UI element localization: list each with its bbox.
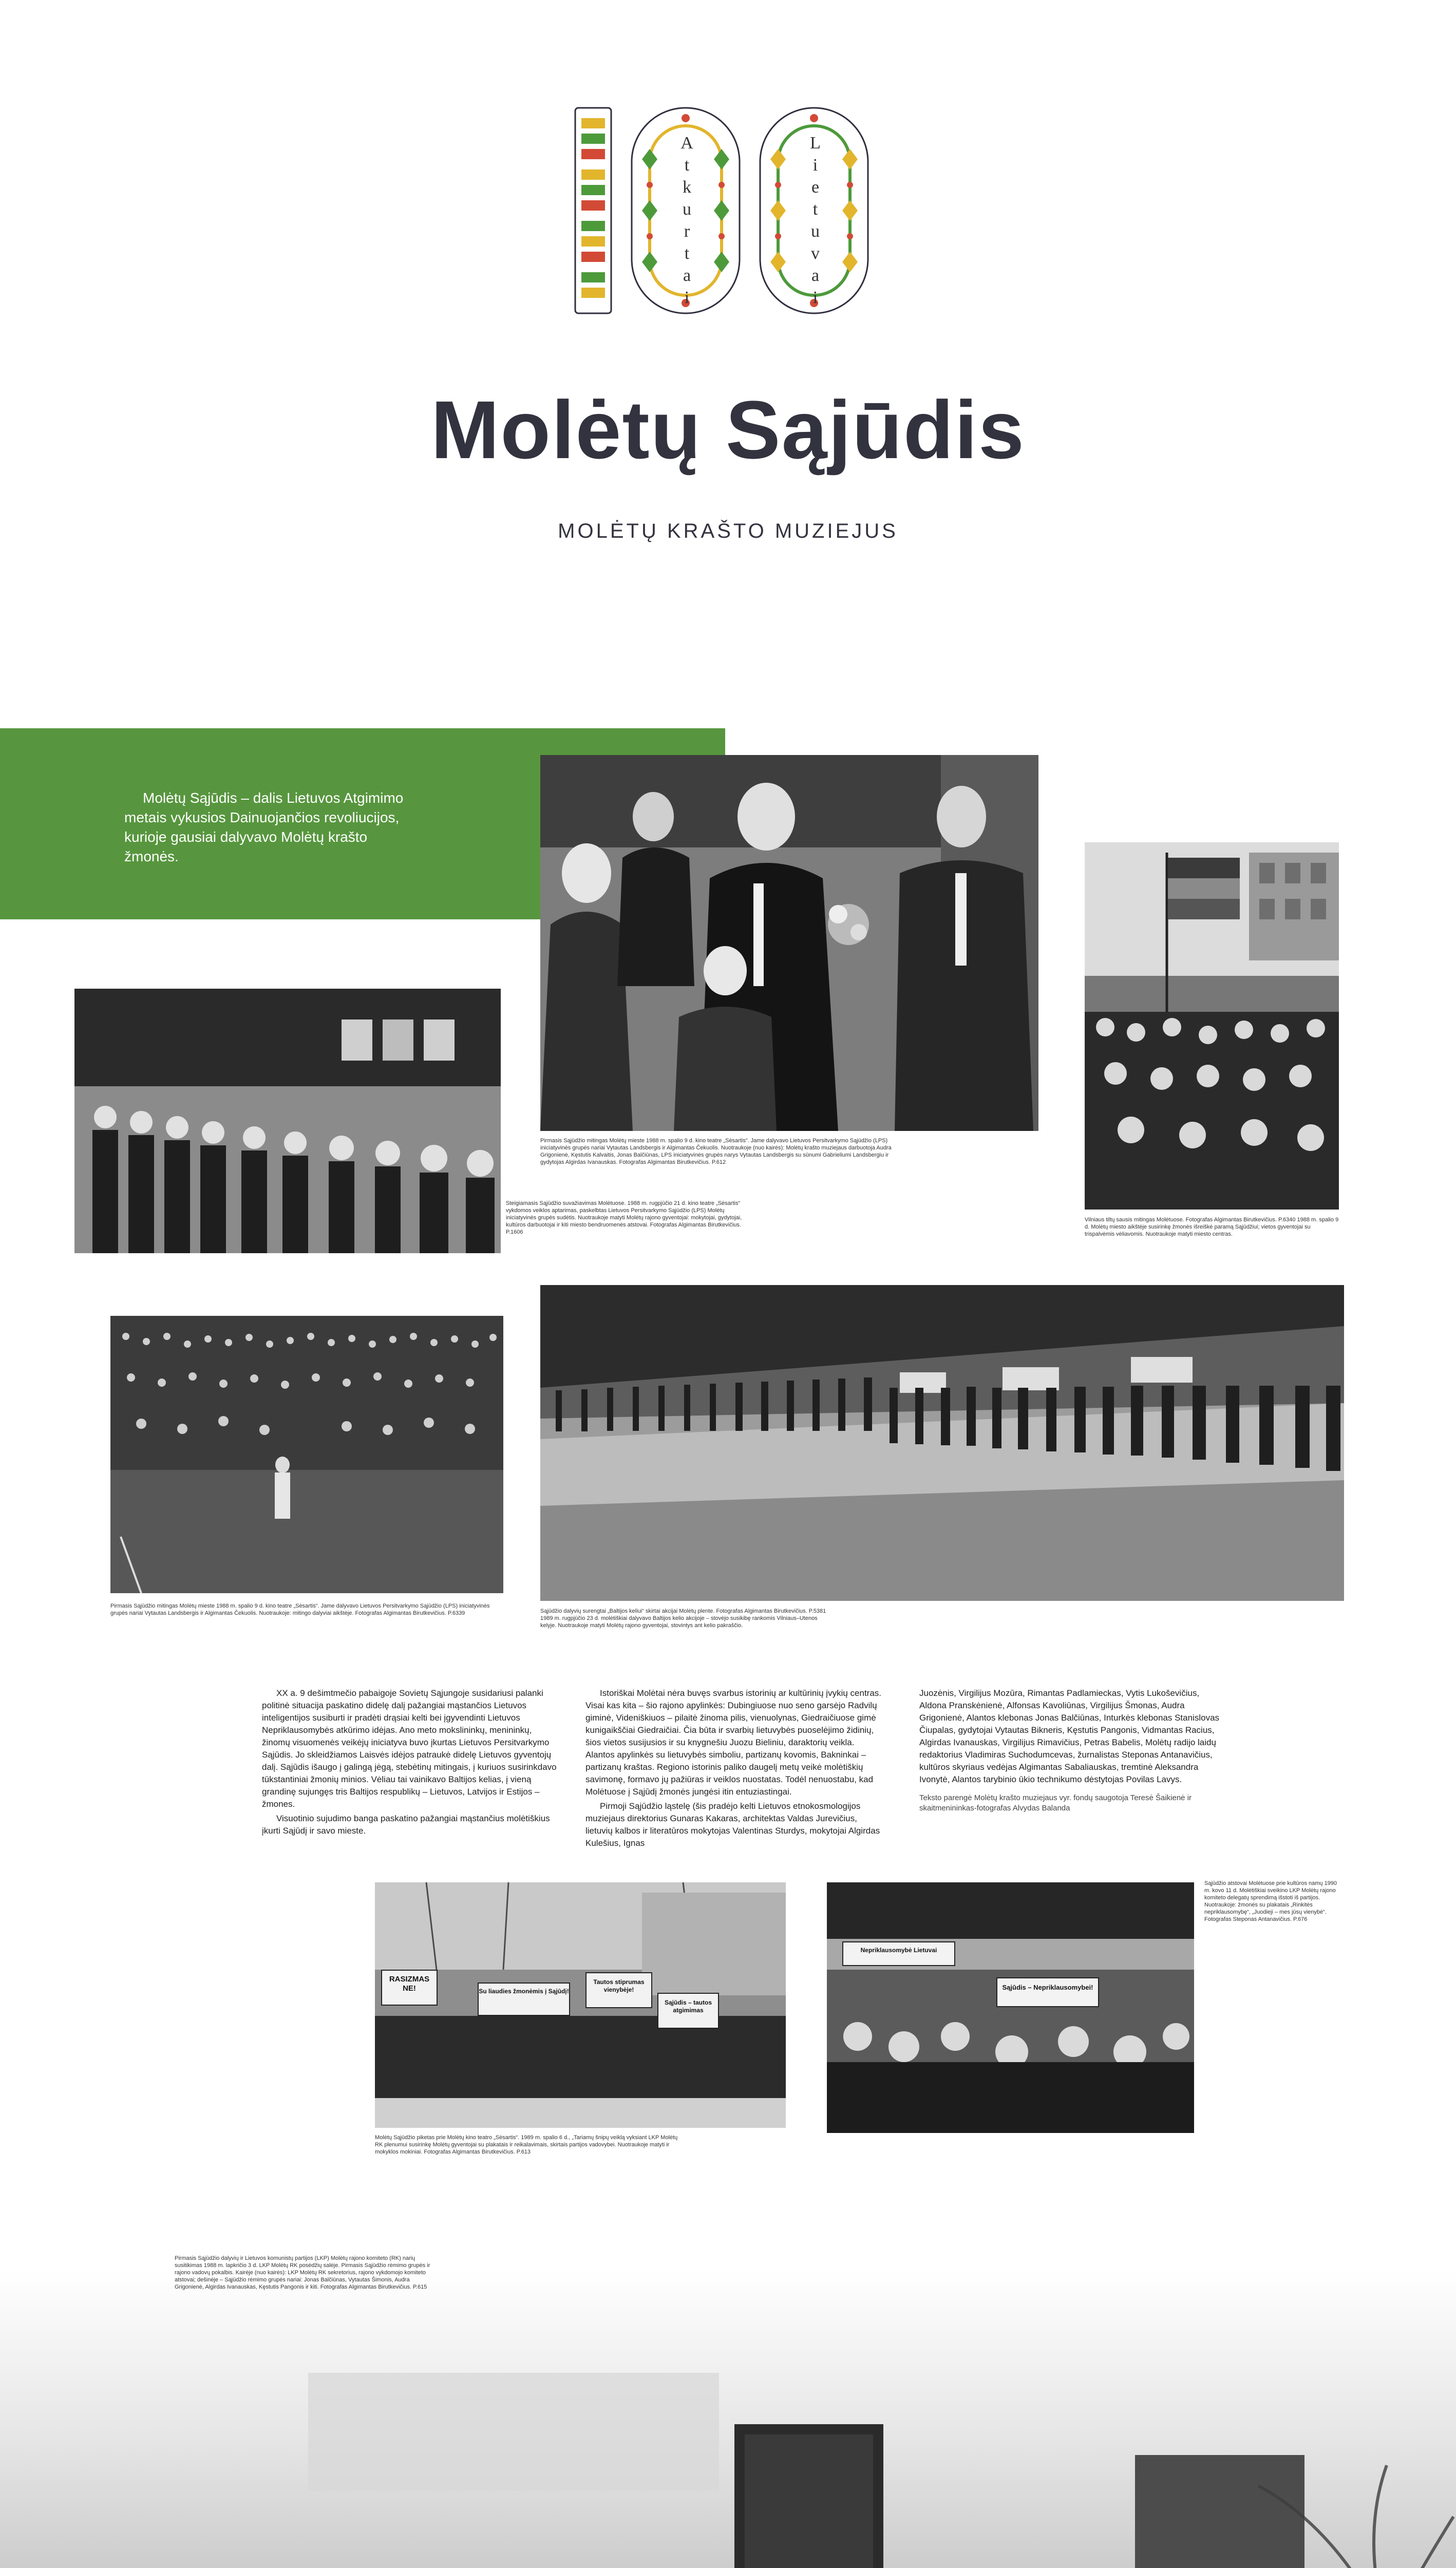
banner-6 <box>996 1977 1099 2007</box>
body-column-2 <box>585 1687 883 1852</box>
banner-2 <box>478 1982 570 2016</box>
caption-photo-2: Steigiamasis Sąjūdžio suvažiavimas Molėtuose. 1988 m. rugpjūčio 21 d. kino teatre „Sėsartis“ vykdomos veiklos aptarimas, paskelbtas Lietuvos Persitvarkymo Sąjūdžio (LPS) Molėtų iniciatyvinės grupės sudėtis. Nuotraukoje matyti Molėtų rajono gyventojai: mokytojai, gydytojai, kultūros darbuotojai ir kiti miesto bendruomenės atstovai. Fotografas Algimantas Birutkevičius. P.1606 <box>506 1200 742 1235</box>
museum-subtitle: MOLĖTŲ KRAŠTO MUZIEJUS <box>558 520 898 542</box>
photo-square-rally <box>110 1316 503 1593</box>
photo-protest-culture-house <box>827 1882 1194 2133</box>
photo-picket-banners <box>375 1882 786 2128</box>
banner-2-text: Su liaudies žmonėmis į Sąjūdį! <box>479 1988 569 1995</box>
banner-4 <box>657 1993 719 2029</box>
banner-5 <box>842 1941 955 1966</box>
body-col2-para-1: Istoriškai Molėtai nėra buvęs svarbus istorinių ar kultūrinių įvykių centras. Visai kas kita – šio rajono apylinkės: Dubingiuose nuo seno garsėjo Radvilų giminė, Videniškiuos – pilaitė žinoma pilis, vienuolynas, Giedraičiuose gimė kunigaikščiai Giedraičiai. Čia būta ir svarbių lietuvybės puoselėjimo židinių, šios vietos susijusios ir su knygnešiu Juozu Bieliniu, daraktorių veikla. Alantos apylinkės su lietuvybės simboliu, partizanų kovomis, Bakninkai – partizanų kraštas. Regiono istorinis paliko daugelį metų veikė molėtiškių savimonę, formavo jų pažiūras ir veiklos nuostatas. Todėl nenuostabu, kad Molėtuose į Sąjūdį žmonės jungėsi itin entuziastingai. <box>585 1688 882 1797</box>
caption-photo-5: Sąjūdžio dalyvių surengtai „Baltijos keliui“ skirtai akcijai Molėtų plente. Fotografas Algimantas Birutkevičius. P.5381 1989 m. rugpjūčio 23 d. molėtiškiai dalyvavo Baltijos kelio akcijoje – stovėjo susikibę rankomis Vilniaus–Utenos kelyje. Nuotraukoje matyti Molėtų rajono gyventojai, stovintys ant kelio pakraščio. <box>540 1608 826 1629</box>
photo-rally-landsbergis <box>540 755 1038 1131</box>
photo-rally-landsbergis-image <box>540 755 1038 1131</box>
banner-1-text: RASIZMAS NE! <box>389 1975 430 1993</box>
body-col2-para-2: Pirmoji Sąjūdžio ląstelę (šis pradėjo kelti Lietuvos etnokosmologijos muziejaus direktorius Gunaras Kakaras, architektas Valdas Jurevičius, lietuvių kalbos ir literatūros mokytojas Valentinas Sturdys, mokytojai Algirdas Kulešius, Ignas <box>585 1801 880 1848</box>
photo-baltic-way-image <box>540 1285 1344 1601</box>
anniversary-logo <box>560 98 899 324</box>
intro-text: Molėtų Sąjūdis – dalis Lietuvos Atgimimo metais vykusios Dainuojančios revoliucijos, kurioje gausiai dalyvavo Molėtų krašto žmonės. <box>124 790 404 864</box>
page-title: Molėtų Sąjūdis <box>431 384 1025 476</box>
photo-audience-cinema <box>74 989 501 1253</box>
caption-photo-7: Sąjūdžio atstovai Molėtuose prie kultūros namų 1990 m. kovo 11 d. Molėtiškiai sveikino LKP Molėtų rajono komiteto delegatų sprendimą išstoti iš partijos. Nuotraukoje: žmonės su plakatais „Rinkitės nepriklausomybę“, „Juodieji – mes jūsų vienybė“. Fotografas Steponas Antanavičius. P.676 <box>1204 1880 1337 1922</box>
body-col1-para-2: Visuotinio sujudimo banga paskatino pažangiai mąstančius molėtiškius įkurti Sąjūdį ir savo mieste. <box>262 1814 550 1836</box>
banner-6-text: Sąjūdis – Nepriklausomybei! <box>1002 1984 1093 1991</box>
body-column-3 <box>919 1687 1227 1816</box>
banner-3 <box>585 1972 652 2008</box>
banner-3-text: Tautos stiprumas vienybėje! <box>593 1978 645 1993</box>
photo-audience-cinema-image <box>74 989 501 1253</box>
logo-word-lietuvai: Lietuvai <box>806 134 825 310</box>
body-col1-para-1: XX a. 9 dešimtmečio pabaigoje Sovietų Sąjungoje susidariusi palanki politinė situacija paskatino didelę dalį pažangiai mąstančios Lietuvos inteligentijos susiburti ir pradėti drąsiai kelti bei įgyvendinti Lietuvos Nepriklausomybės atkūrimo idėjas. Ano meto mokslininkų, menininkų, žinomų visuomenės veikėjų iniciatyva buvo įkurtas Lietuvos Persitvarkymo Sąjūdis. Jo skleidžiamos Laisvės idėjos patraukė didelę Lietuvos gyventojų dalį. Sąjūdis išaugo į galingą jėgą, stebėtinų mitingais, į kuriuos susirinkdavo tūkstantiniai žmonių minios. Vėliau tai vainikavo Baltijos kelias, į vieną grandinę sujungęs tris Baltijos respublikų – Lietuvos, Latvijos ir Estijos – žmones. <box>262 1688 557 1809</box>
photo-baltic-way <box>540 1285 1344 1601</box>
caption-photo-4: Pirmasis Sąjūdžio mitingas Molėtų mieste 1988 m. spalio 9 d. kino teatre „Sėsartis“. Jame dalyvavo Lietuvos Persitvarkymo Sąjūdžio (LPS) iniciatyvinės grupės nariai Vytautas Landsbergis ir Algimantas Čekuolis. Nuotraukoje: mitingo dalyviai aikštėje. Fotografas Algimantas Birutkevičius. P.6339 <box>110 1603 490 1616</box>
logo-numeral-graphic <box>560 98 899 324</box>
caption-photo-3: Vilniaus tiltų sausis mitingas Molėtuose. Fotografas Algimantas Birutkevičius. P.6340 1988 m. spalio 9 d. Molėtų miesto aikštėje susirinkę žmonės išreiškė paramą Sąjūdžiui; vietos gyventojai su trispalvėmis vėliavomis. Nuotraukoje matyti miesto centras. <box>1085 1217 1339 1237</box>
caption-photo-6: Molėtų Sąjūdžio piketas prie Molėtų kino teatro „Sėsartis“. 1989 m. spalio 6 d., „Tariamų šnipų veiklą vyksiant LKP Molėtų RK plenumui susirinkę Molėtų gyventojai su plakatais ir reikalavimais, skirtais partijos vadovybei. Nuotraukoje matyti ir mokyklos mokiniai. Fotografas Algimantas Birutkevičius. P.613 <box>375 2135 678 2155</box>
caption-photo-1: Pirmasis Sąjūdžio mitingas Molėtų mieste 1988 m. spalio 9 d. kino teatre „Sėsartis“. Jame dalyvavo Lietuvos Persitvarkymo Sąjūdžio (LPS) iniciatyvinės grupės nariai Vytautas Landsbergis ir Algimantas Čekuolis. Nuotraukoje (nuo kairės): Molėtų krašto muziejaus darbuotoja Audra Grigonienė, Kęstutis Kalvaitis, Jonas Balčiūnas, LPS iniciatyvinės grupės narys Vytautas Landsbergis su sūnumi Gabrieliumi Landsbergiu ir gydytojas Algirdas Ivanauskas. Fotografas Algimantas Birutkevičius. P.612 <box>540 1138 892 1165</box>
body-credit: Teksto parengė Molėtų krašto muziejaus vyr. fondų saugotoja Teresė Šaikienė ir skaitmenininkas-fotografas Alvydas Balanda <box>919 1793 1192 1812</box>
banner-4-text: Sąjūdis – tautos atgimimas <box>664 1999 712 2014</box>
body-col3-para-1: Juozėnis, Virgilijus Mozūra, Rimantas Padlamieckas, Vytis Lukoševičius, Aldona Pranskėnienė, Alfonsas Kavoliūnas, Virgilijus Šmonas, Audra Grigonienė, Alantos klebonas Jonas Balčiūnas, Inturkės klebonas Stanislovas Čiupalas, gydytojai Vytautas Bikneris, Kęstutis Pangonis, Vidmantas Racius, Algirdas Ivanauskas, Virgilijus Rimavičius, Petras Babelis, Molėtų radijo laidų redaktorius Vladimiras Suchodumcevas, žurnalistas Steponas Antanavičius, kultūros skyriaus vedėjas Algimantas Sabaliauskas, tremtinė Aleksandra Ivonytė, Alantos tarybinio ūkio technikumo dėstytojas Povilas Lavys. <box>919 1688 1220 1784</box>
logo-word-atkurtai: Atkurtai <box>677 134 696 310</box>
caption-photo-8: Pirmasis Sąjūdžio dalyvių ir Lietuvos komunistų partijos (LKP) Molėtų rajono komiteto (RK) narių susitikimas 1988 m. lapkričio 3 d. LKP Molėtų RK posėdžių salėje. Pirmasis Sąjūdžio rėmimo grupės ir rajono vadovų pokalbis. Kairėje (nuo kairės): LKP Molėtų RK sekretorius, rajono vykdomojo komiteto atstovai; dešinėje – Sąjūdžio rėmimo grupės nariai: Jonas Balčiūnas, Vytautas Šimonis, Audra Grigonienė, Algirdas Ivanauskas, Kęstutis Pangonis ir kiti. Fotografas Algimantas Birutkevičius. P.615 <box>175 2255 430 2290</box>
photo-protest-culture-house-image <box>827 1882 1194 2133</box>
photo-crowd-flags-image <box>1085 842 1339 1210</box>
photo-crowd-flags <box>1085 842 1339 1210</box>
photo-square-rally-image <box>110 1316 503 1593</box>
body-column-1 <box>262 1687 560 1839</box>
photo-meeting-hall <box>0 2270 1456 2568</box>
photo-meeting-hall-image <box>0 2270 1456 2568</box>
banner-5-text: Nepriklausomybė Lietuvai <box>860 1947 937 1954</box>
banner-1 <box>381 1970 438 2006</box>
